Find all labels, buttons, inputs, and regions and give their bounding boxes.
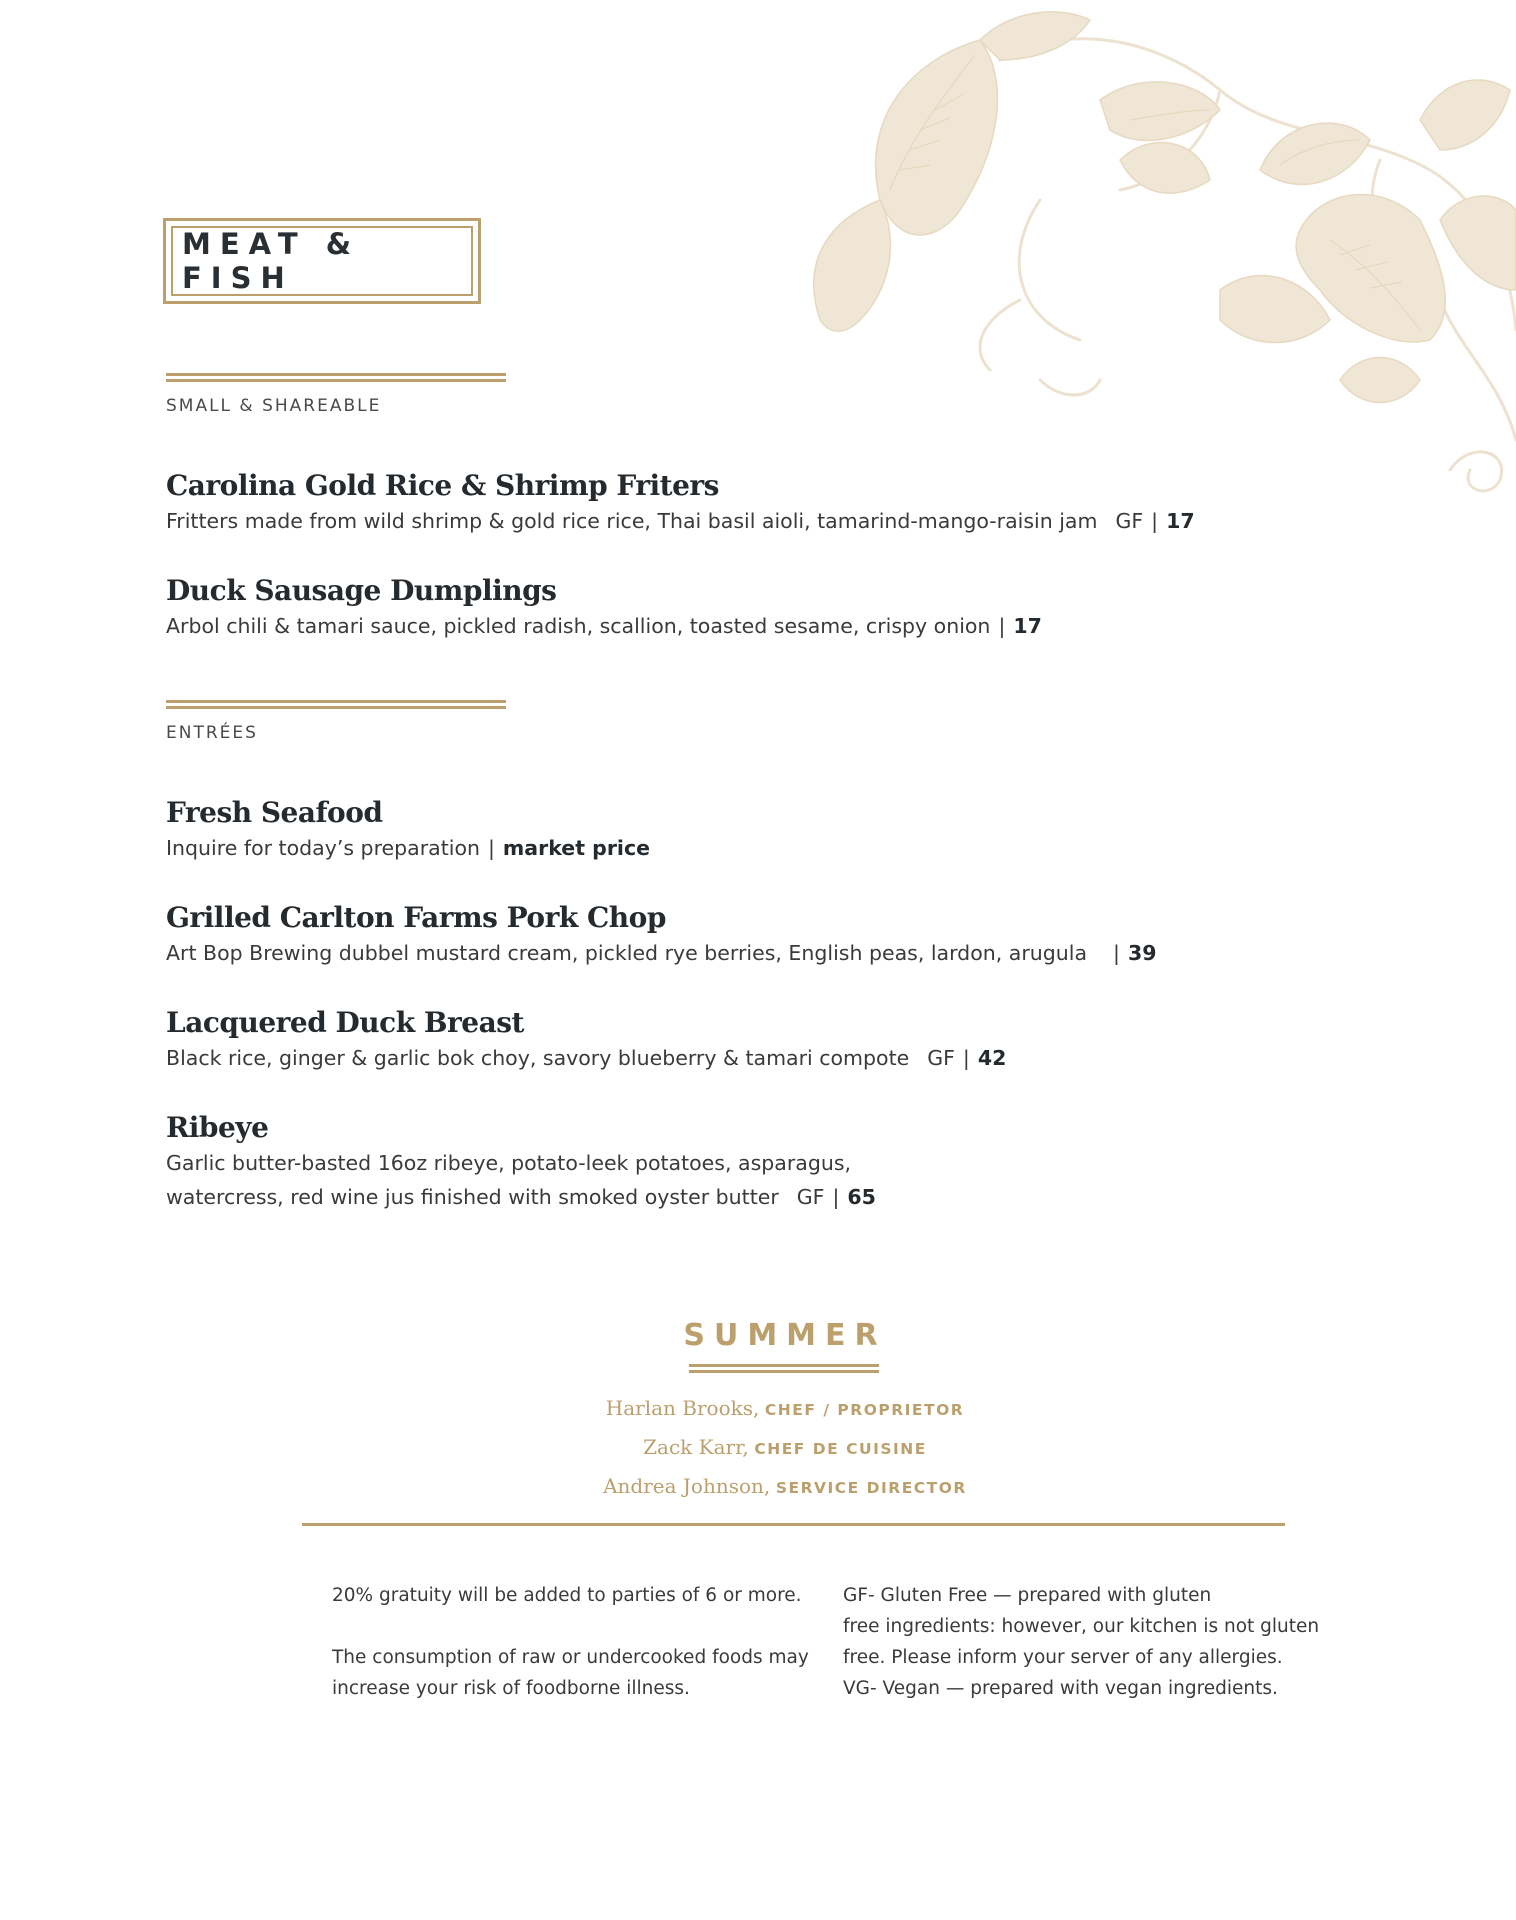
menu-item-duck-breast	[166, 1005, 1006, 1075]
menu-item-shrimp-friters	[166, 468, 1195, 538]
notes-spacer	[332, 1611, 809, 1642]
menu-title-frame	[163, 218, 481, 304]
item-price: 17	[1013, 614, 1042, 638]
item-name: Duck Sausage Dumplings	[166, 574, 557, 607]
item-description-line	[166, 1041, 1006, 1075]
footer-divider	[302, 1523, 1285, 1526]
item-separator: |	[832, 1185, 840, 1209]
dietary-note: GF- Gluten Free — prepared with gluten	[843, 1585, 1212, 1606]
item-name: Ribeye	[166, 1111, 269, 1144]
staff-name: Andrea Johnson,	[603, 1474, 771, 1498]
item-name: Carolina Gold Rice & Shrimp Friters	[166, 469, 719, 502]
menu-item-ribeye	[166, 1110, 876, 1214]
notes-right	[843, 1580, 1319, 1704]
staff-role: SERVICE DIRECTOR	[775, 1479, 967, 1497]
item-name: Fresh Seafood	[166, 796, 383, 829]
section-divider	[166, 700, 506, 709]
item-description: Art Bop Brewing dubbel mustard cream, pickled rye berries, English peas, lardon, arugula	[166, 941, 1088, 965]
item-price: 65	[847, 1185, 876, 1209]
item-price: 17	[1166, 509, 1195, 533]
item-description-line: Garlic butter-basted 16oz ribeye, potato-leek potatoes, asparagus,	[166, 1151, 852, 1175]
section-divider	[166, 373, 506, 382]
season-title: SUMMER	[683, 1318, 887, 1353]
item-name: Lacquered Duck Breast	[166, 1006, 524, 1039]
item-price: 42	[977, 1046, 1007, 1070]
item-separator: |	[962, 1046, 970, 1070]
item-description-line	[166, 831, 650, 865]
item-tag: GF	[927, 1046, 955, 1070]
item-price: market price	[502, 836, 651, 860]
staff-entry	[0, 1468, 1516, 1507]
item-separator: |	[1113, 941, 1120, 965]
dietary-note: free. Please inform your server of any allergies.	[843, 1647, 1283, 1668]
section-small-shareable	[166, 373, 506, 416]
season-divider	[689, 1364, 879, 1373]
item-description: Inquire for today’s preparation	[166, 836, 480, 860]
section-entrees	[166, 700, 506, 743]
menu-title-frame-inner	[171, 226, 473, 296]
item-name: Grilled Carlton Farms Pork Chop	[166, 901, 666, 934]
staff-list	[0, 1390, 1516, 1507]
item-description-line	[166, 1180, 876, 1214]
notes-left	[332, 1580, 809, 1704]
item-tag: GF	[1115, 509, 1144, 533]
menu-item-fresh-seafood	[166, 795, 650, 865]
item-tag: GF	[796, 1185, 825, 1209]
item-description: Arbol chili & tamari sauce, pickled radish, scallion, toasted sesame, crispy onion	[166, 614, 991, 638]
item-description-line	[166, 504, 1195, 538]
dietary-note: free ingredients: however, our kitchen is not gluten	[843, 1616, 1320, 1637]
raw-food-note: The consumption of raw or undercooked foods may	[332, 1647, 809, 1668]
item-description-line	[166, 936, 1156, 970]
item-price: 39	[1127, 941, 1157, 965]
item-separator: |	[998, 614, 1006, 638]
dietary-note: VG- Vegan — prepared with vegan ingredients.	[843, 1678, 1278, 1699]
raw-food-note: increase your risk of foodborne illness.	[332, 1678, 690, 1699]
staff-name: Zack Karr,	[643, 1435, 749, 1459]
item-description: watercress, red wine jus finished with smoked oyster butter	[166, 1185, 779, 1209]
staff-entry	[0, 1429, 1516, 1468]
menu-title: MEAT & FISH	[182, 227, 361, 295]
item-separator: |	[1151, 509, 1159, 533]
staff-name: Harlan Brooks,	[605, 1396, 760, 1420]
staff-entry	[0, 1390, 1516, 1429]
staff-role: CHEF DE CUISINE	[754, 1440, 927, 1458]
section-label: ENTRÉES	[166, 723, 258, 743]
floral-illustration	[740, 0, 1516, 520]
item-separator: |	[488, 836, 495, 860]
section-label: SMALL & SHAREABLE	[166, 396, 382, 416]
gratuity-note: 20% gratuity will be added to parties of 6 or more.	[332, 1585, 802, 1606]
item-description-line	[166, 609, 1042, 643]
menu-item-pork-chop	[166, 900, 1156, 970]
menu-item-duck-dumplings	[166, 573, 1042, 643]
item-description: Fritters made from wild shrimp & gold rice rice, Thai basil aioli, tamarind-mango-raisin jam	[166, 509, 1098, 533]
staff-role: CHEF / PROPRIETOR	[764, 1401, 965, 1419]
item-description: Black rice, ginger & garlic bok choy, savory blueberry & tamari compote	[166, 1046, 910, 1070]
